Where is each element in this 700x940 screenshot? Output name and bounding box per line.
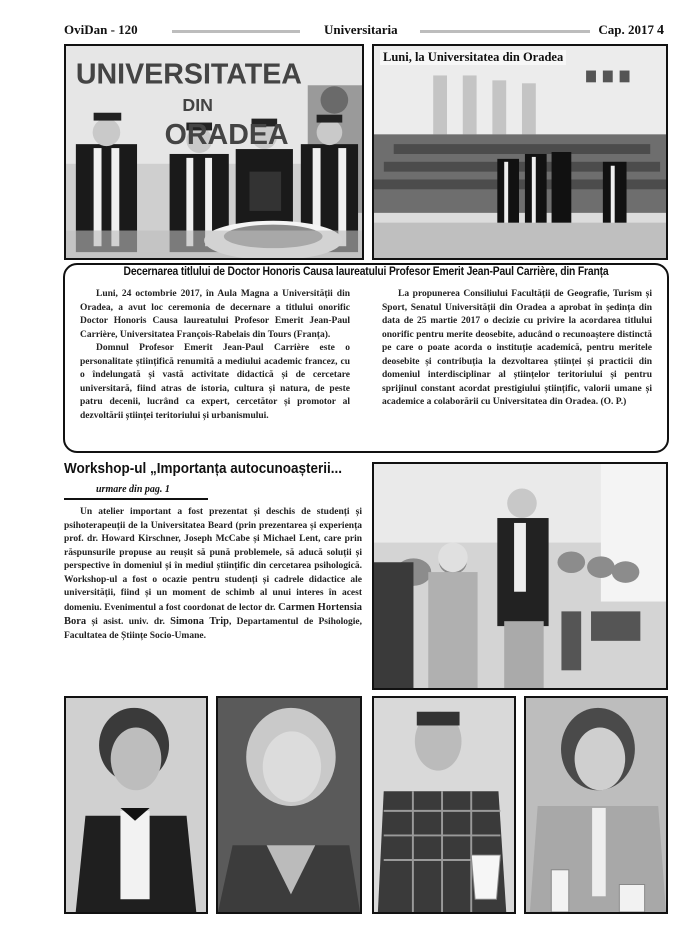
workshop-text: Un atelier important a fost prezentat și deschis de studenți și psihoterapeuții de la Universitatea Beard (prin prezentarea și experiența prof. dr. Howard Kirschner, Joseph McCabe și Michael Lent, care prin răspunsurile propuse au reușit să pună problemele, să aducă soluții și perspective în domeniul și în mediul științific din cercetarea psihologică. Workshop-ul a fost o ocazie pentru studenți și cadrele didactice ale universității, fiind și un moment de schimb al unui interes în acest domeniu. Evenimentul a fost coordonat de lector dr.	[64, 507, 362, 613]
header-rule-left	[172, 30, 300, 33]
header-section-title: Universitaria	[324, 22, 398, 37]
workshop-title-rule	[64, 498, 208, 500]
photo-caption: Luni, la Universitatea din Oradea	[380, 50, 566, 65]
workshop-name-2: Simona Trip	[170, 616, 229, 627]
banner-text-1: UNIVERSITATEA	[75, 58, 302, 91]
workshop-paragraph	[64, 506, 362, 643]
photo-portrait-woman-1	[64, 696, 208, 914]
photo-aula-magna	[372, 44, 668, 260]
article-paragraph: Domnul Profesor Emerit Jean-Paul Carrière este o personalitate științifică renumită a mediului academic francez, cu o îndelungată și vastă activitate didactică și de cercetare universitară, fiind atras de istoria, cultura și natura, de peste patru decenii, lucrând ca expert, cercetător și promotor al dezvoltării științei teritoriului și urbanismului.	[80, 343, 350, 421]
article-text: La propunerea Consiliului Facultății de Geografie, Turism și Sport, Senatul Universității din Oradea a aprobat în ședința din data de 25 martie 2017 o decizie cu privire la acordarea titlului onorific pentru merite deosebite, aducând o recunoaștere distinctă pe care o poate acorda o instituție academică, pentru meritele deosebite și contribuția la dezvoltarea științei și practicii din domeniul interdisciplinar al științelor teritoriului și pentru sprijinul constant acordat prestigiului științific, valorii umane și academice a colaborării cu Universitatea din Oradea.	[382, 289, 652, 407]
workshop-text-3: , Departamentul de Psihologie, Facultatea de Științe Socio-Umane.	[64, 617, 363, 641]
article-paragraph: Luni, 24 octombrie 2017, în Aula Magna a Universității din Oradea, a avut loc ceremonia de decernare a titlului onorific Doctor Honoris Causa laureatului Profesor Emerit Jean-Paul Carrière, Universitatea François-Rabelais din Tours (Franța).	[80, 289, 350, 340]
article-column-right	[382, 288, 652, 410]
header-date	[598, 22, 664, 39]
article-paragraph	[382, 288, 652, 410]
article-title: Decernarea titlului de Doctor Honoris Causa laureatului Profesor Emerit Jean-Paul Carrière, din Franța	[123, 266, 609, 278]
header-rule-right	[420, 30, 590, 33]
workshop-name-1: Carmen Hortensia Bora	[64, 601, 362, 627]
workshop-title: Workshop-ul „Importanța autocunoașterii...	[64, 460, 343, 477]
banner-text-2: DIN	[182, 94, 214, 115]
banner-text-3: ORADEA	[164, 119, 289, 152]
workshop-continuation: urmare din pag. 1	[96, 484, 170, 495]
photo-portrait-man-1	[372, 696, 516, 914]
article-column-left	[80, 288, 350, 423]
photo-portrait-man-2	[524, 696, 668, 914]
workshop-text-2: și asist. univ. dr.	[91, 617, 165, 627]
page-number: 4	[657, 23, 664, 38]
header-publication: OviDan - 120	[64, 22, 138, 37]
article-signature: (O. P.)	[600, 397, 627, 407]
photo-rectors-ceremony	[64, 44, 364, 260]
workshop-body	[64, 506, 362, 643]
photo-workshop-speaker	[372, 462, 668, 690]
photo-portrait-woman-2	[216, 696, 362, 914]
header-date-text: Cap. 2017	[598, 22, 654, 37]
